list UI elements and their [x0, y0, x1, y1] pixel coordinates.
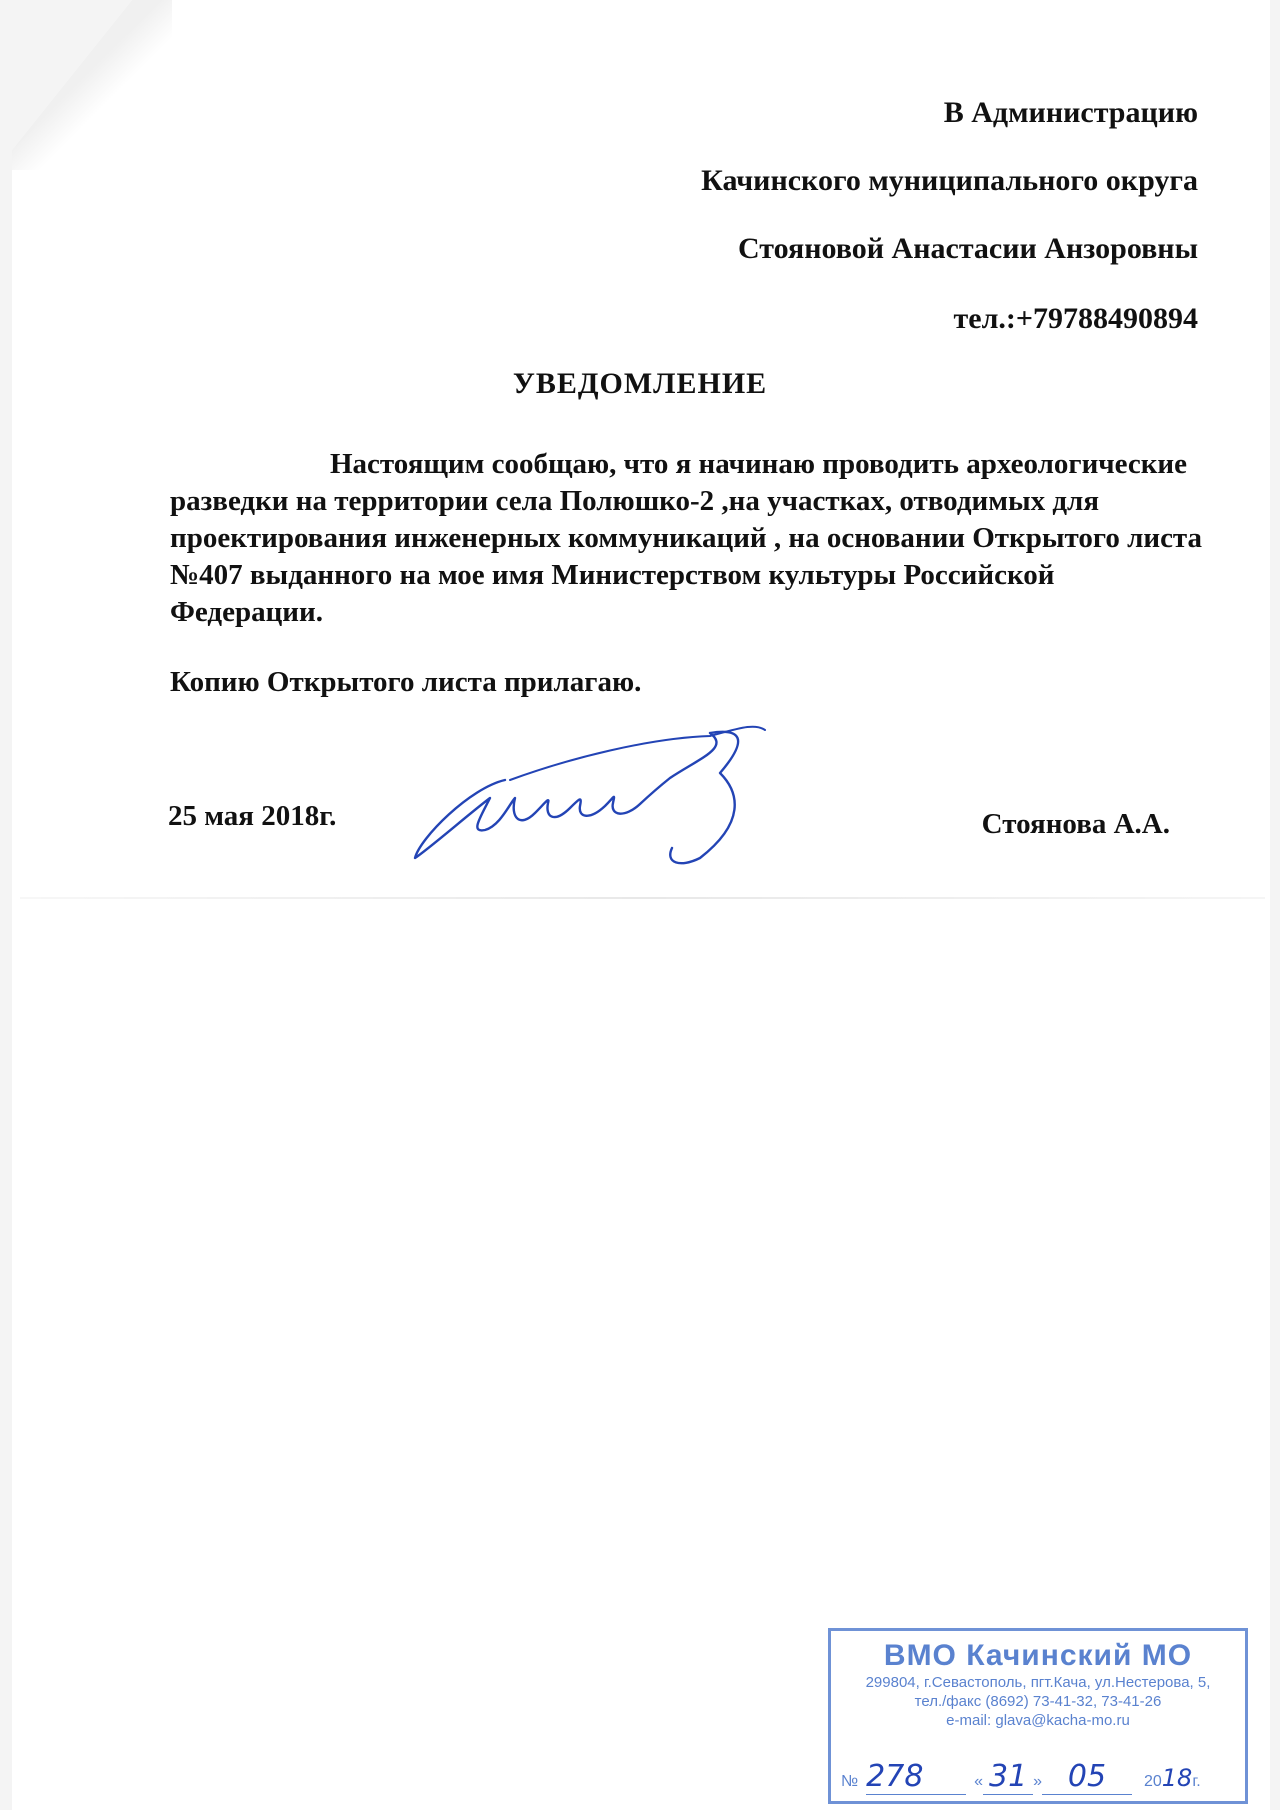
stamp-year-prefix: 20 — [1143, 1773, 1162, 1790]
signer-name: Стоянова А.А. — [981, 808, 1170, 840]
folded-corner — [12, 0, 172, 170]
stamp-year-label: г. — [1192, 1773, 1201, 1790]
stamp-number-label: № — [841, 1773, 859, 1790]
document-date: 25 мая 2018г. — [168, 800, 337, 832]
recipient-phone: тел.:+79788490894 — [953, 302, 1198, 335]
stamp-email: e-mail: glava@kacha-mo.ru — [946, 1712, 1130, 1729]
stamp-title: ВМО Качинский МО — [883, 1639, 1193, 1672]
signature — [410, 718, 830, 878]
recipient-line-2: Качинского муниципального округа — [701, 164, 1198, 197]
recipient-line-1: В Администрацию — [943, 96, 1198, 129]
stamp-month: 05 — [1042, 1759, 1132, 1795]
stamp-day: 31 — [983, 1759, 1033, 1795]
stamp-year-suffix: 18 — [1161, 1764, 1193, 1792]
document-title: УВЕДОМЛЕНИЕ — [512, 367, 768, 400]
document-page — [12, 0, 1270, 1810]
registration-stamp — [828, 1628, 1248, 1804]
stamp-address: 299804, г.Севастополь, пгт.Кача, ул.Нестерова, 5, — [865, 1674, 1211, 1691]
body-paragraph: Настоящим сообщаю, что я начинаю проводить археологические разведки на территории села Полюшко-2 ,на участках, отводимых для проектирования инженерных коммуникаций , на основании Открытого листа №407 выданного на мое имя Министерством культуры Российской Федерации. — [170, 448, 1203, 628]
recipient-name: Стояновой Анастасии Анзоровны — [737, 232, 1198, 265]
stamp-phones: тел./факс (8692) 73-41-32, 73-41-26 — [914, 1693, 1162, 1710]
stamp-number: 278 — [866, 1759, 966, 1795]
paper-crease — [20, 897, 1265, 899]
stamp-registration-line: № 278 « 31 » 05 20 18 г. — [841, 1759, 1201, 1794]
attachment-note: Копию Открытого листа прилагаю. — [170, 666, 642, 698]
